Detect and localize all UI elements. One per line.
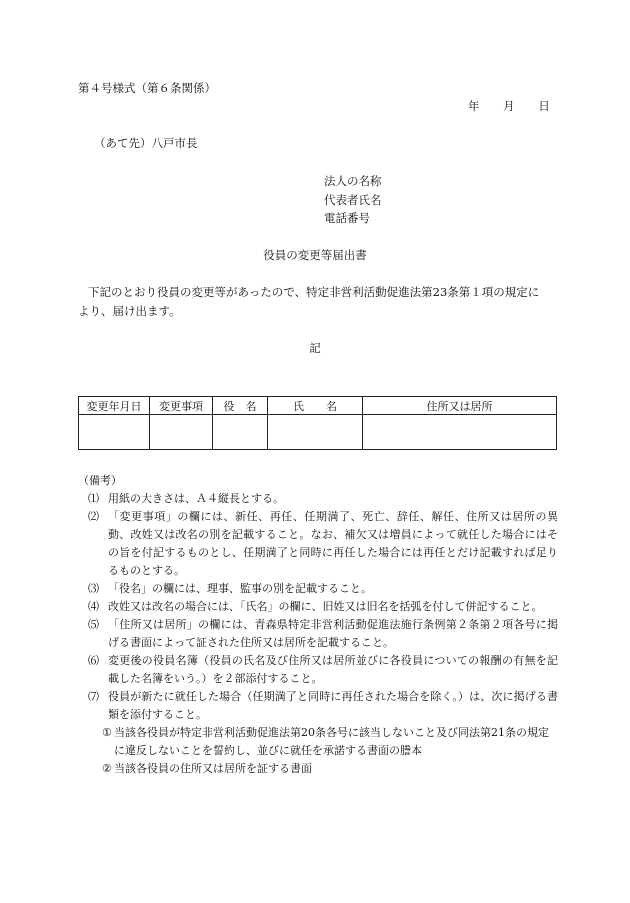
org-name-label: 法人の名称 [324,174,382,188]
addressee: （あて先）八戸市長 [94,136,198,150]
document-title: 役員の変更等届出書 [263,248,367,262]
note-text: 役員が新たに就任した場合（任期満了と同時に再任された場合を除く。）は、次に掲げる書類を添付すること。 [108,690,558,721]
form-number: 第４号様式（第６条関係） [78,81,216,95]
note-number: ⑴ [88,492,99,505]
date-year-label: 年 [468,99,480,113]
cell-change-item[interactable] [150,415,213,450]
note-number: ⑷ [88,600,99,613]
note-number: ⑵ [88,510,99,523]
ki-heading: 記 [309,341,321,355]
note-text: 「変更事項」の欄には、新任、再任、任期満了、死亡、辞任、解任、住所又は居所の異動、改姓又は改名の別を記載すること。なお、補欠又は増員によって就任した場合にはその旨を付記するものとし、任期満了と同時に再任した場合には再任とだけ記載すれば足りるものとする。 [108,510,558,577]
table-row [79,415,557,450]
note-item [78,490,558,508]
note-text: 「役名」の欄には、理事、監事の別を記載すること。 [108,582,372,595]
sub-note-number: ① [102,726,112,739]
sub-note-text: 当該各役員の住所又は居所を証する書面 [114,762,312,775]
note-number: ⑹ [88,654,99,667]
body-text-line-1: 下記のとおり役員の変更等があったので、特定非営利活動促進法第23条第１項の規定に [88,285,540,299]
note-item [78,688,558,724]
sub-note-number: ② [102,762,112,775]
sub-note-text: 当該各役員が特定非営利活動促進法第20条各号に該当しないこと及び同法第21条の規定に違反しないことを誓約し、並びに就任を承諾する書面の謄本 [114,726,549,757]
note-item [78,616,558,652]
date-month-label: 月 [503,99,515,113]
cell-change-date[interactable] [79,415,150,450]
body-text-line-2: より、届け出ます。 [78,304,181,318]
cell-position[interactable] [213,415,268,450]
sub-note-item [78,724,558,760]
header-change-item: 変更事項 [150,397,213,415]
date-day-label: 日 [538,99,550,113]
note-item [78,580,558,598]
sub-note-item [78,760,558,778]
note-item [78,652,558,688]
header-change-date: 変更年月日 [79,397,150,415]
header-address: 住所又は居所 [363,397,557,415]
note-text: 用紙の大きさは、Ａ４縦長とする。 [108,492,284,505]
cell-name[interactable] [268,415,363,450]
cell-address[interactable] [363,415,557,450]
changes-table [78,396,557,450]
phone-number-label: 電話番号 [324,211,370,225]
notes-heading: （備考） [78,474,122,487]
note-item [78,508,558,580]
table-header-row [79,397,557,415]
note-number: ⑺ [88,690,99,703]
note-text: 変更後の役員名簿（役員の氏名及び住所又は居所並びに各役員についての報酬の有無を記載した名簿をいう。）を２部添付すること。 [108,654,558,685]
header-name: 氏 名 [268,397,363,415]
date-line [468,99,550,114]
note-number: ⑸ [88,618,99,631]
note-item [78,598,558,616]
notes-section [78,472,558,778]
note-text: 改姓又は改名の場合には、「氏名」の欄に、旧姓又は旧名を括弧を付して併記すること。 [108,600,543,613]
header-position: 役 名 [213,397,268,415]
note-number: ⑶ [88,582,99,595]
representative-name-label: 代表者氏名 [324,193,382,207]
note-text: 「住所又は居所」の欄には、青森県特定非営利活動促進法施行条例第２条第２項各号に掲げる書面によって証された住所又は居所を記載すること。 [108,618,558,649]
